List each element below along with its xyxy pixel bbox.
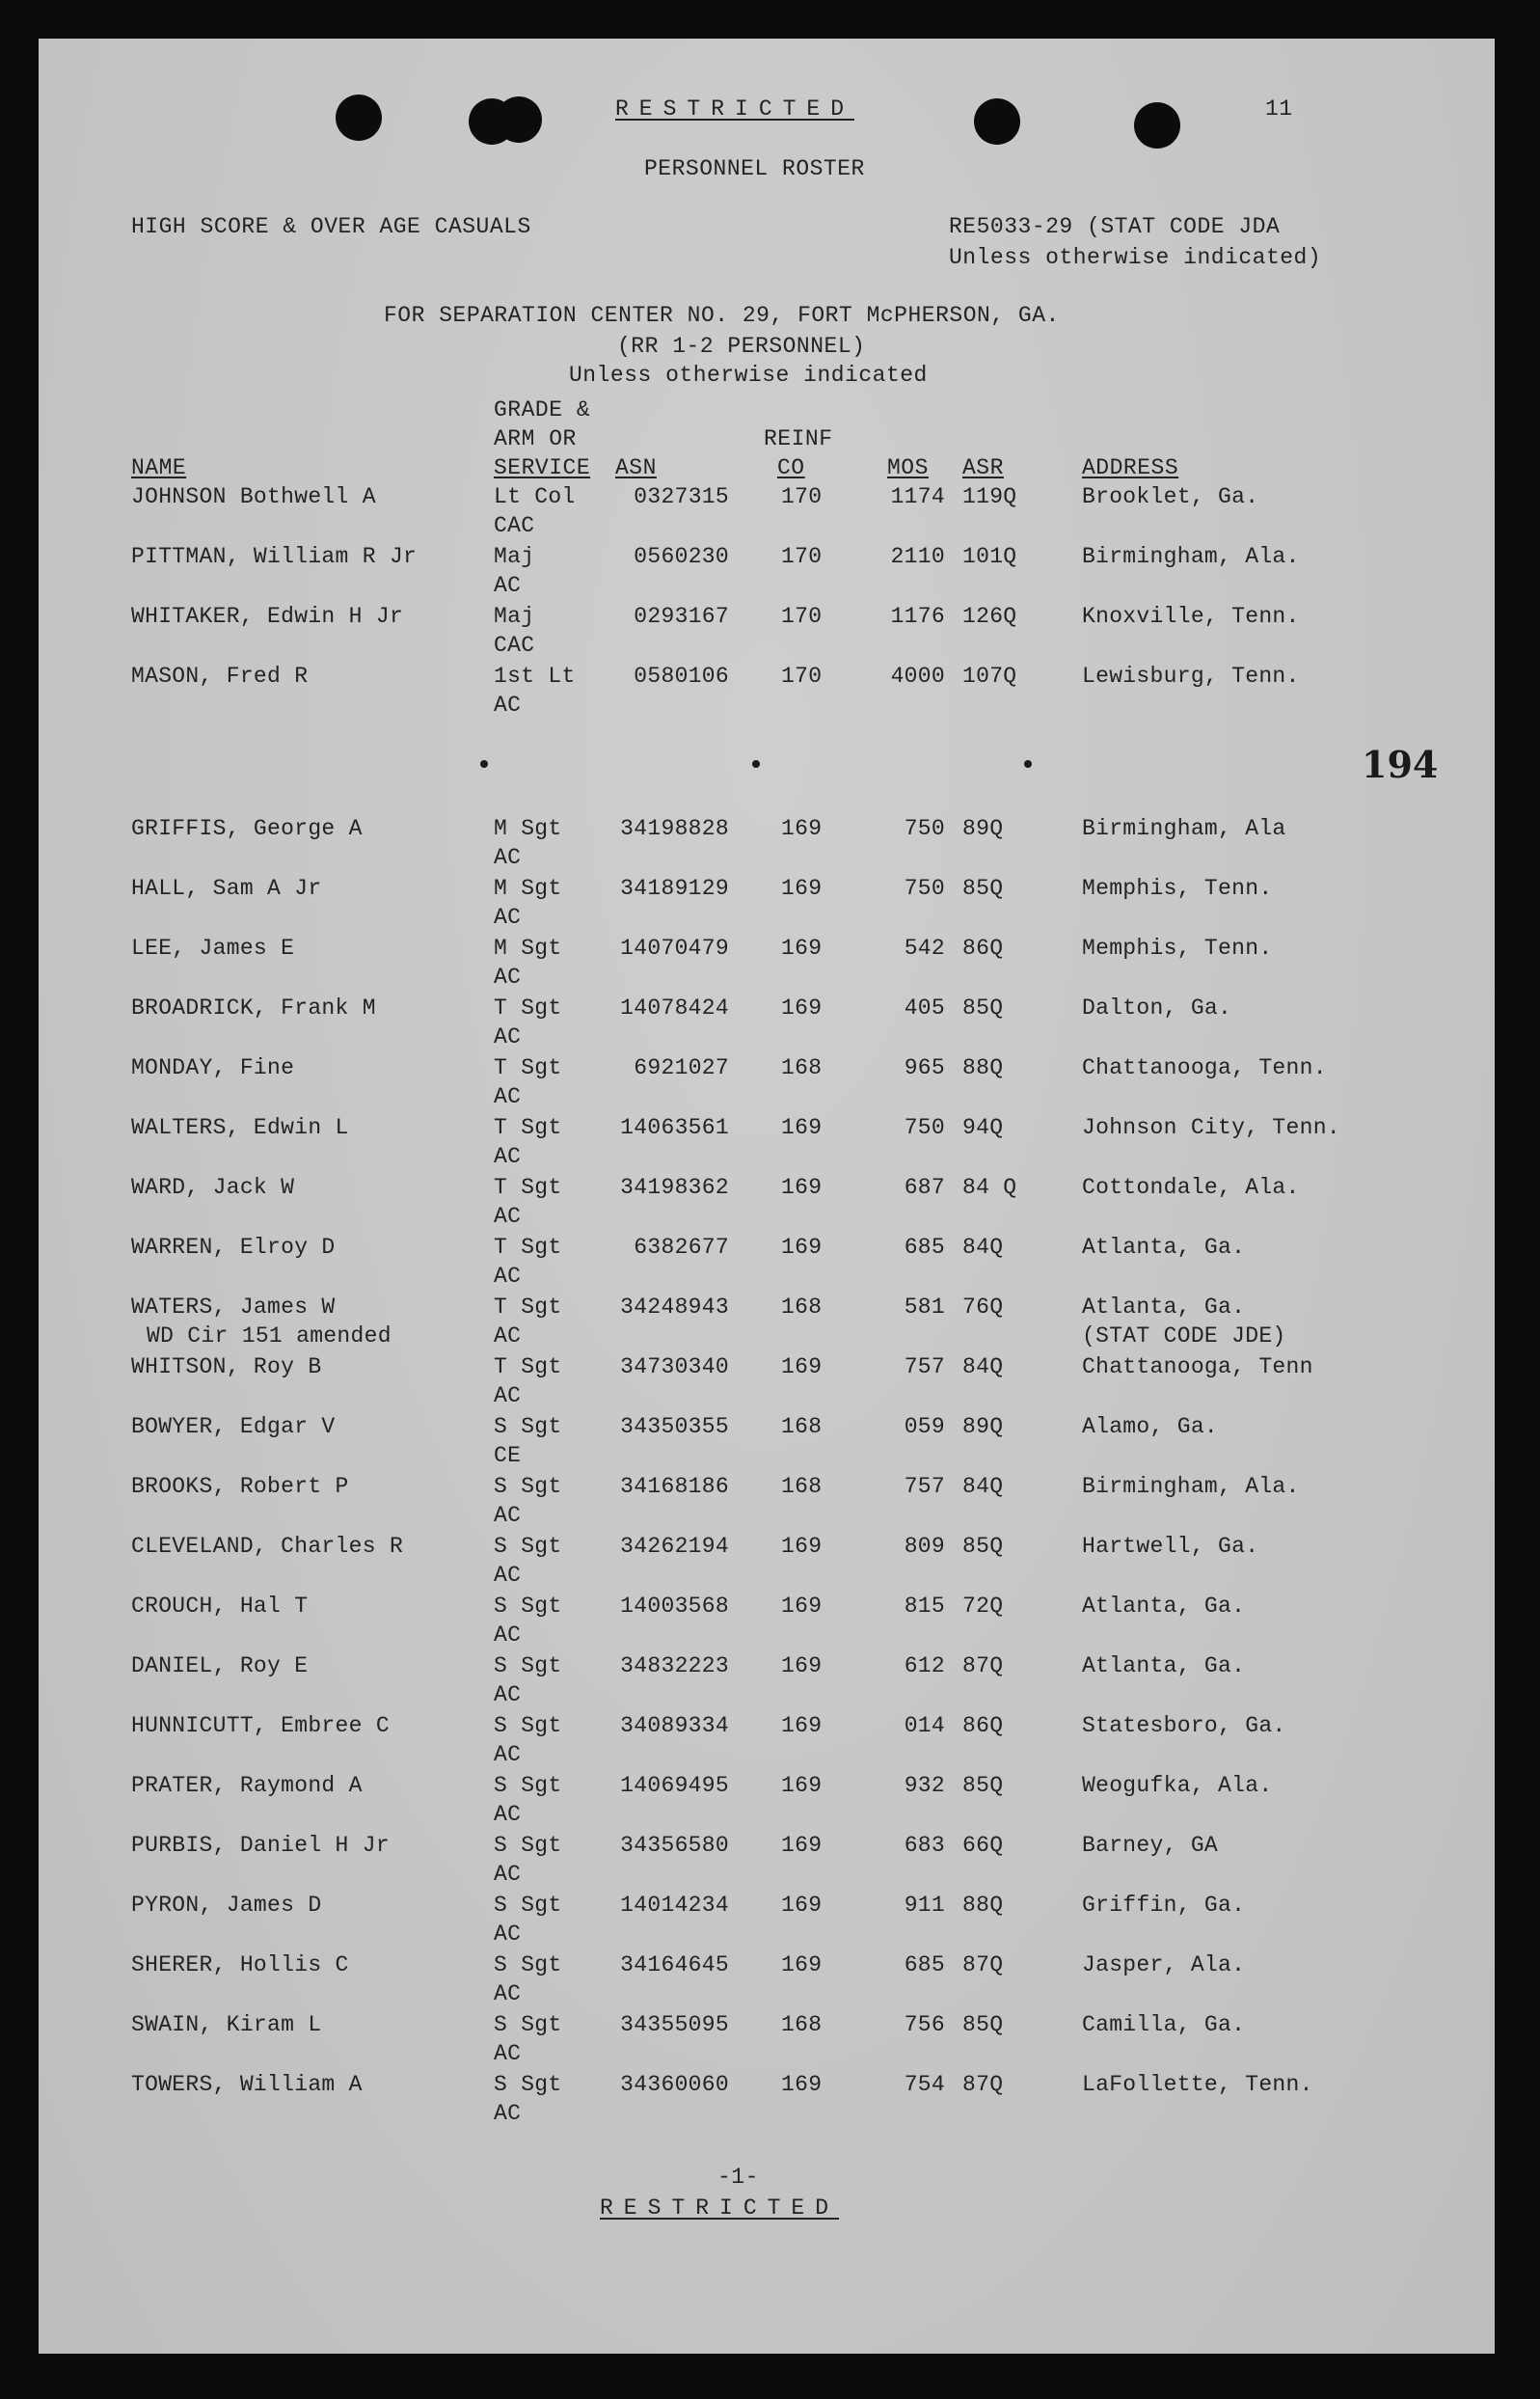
roster-grade: T Sgt — [494, 1295, 562, 1320]
roster-name: SHERER, Hollis C — [131, 1952, 349, 1977]
roster-name: TOWERS, William A — [131, 2072, 363, 2097]
roster-arm-service: AC — [494, 1862, 522, 1887]
roster-asr: 94Q — [962, 1115, 1004, 1140]
roster-mos: 756 — [904, 2012, 945, 2037]
roster-arm-service: AC — [494, 1563, 522, 1588]
roster-asr: 126Q — [962, 604, 1017, 629]
roster-address: Birmingham, Ala — [1082, 816, 1286, 841]
roster-asr: 87Q — [962, 1653, 1004, 1678]
roster-caption: HIGH SCORE & OVER AGE CASUALS — [131, 214, 531, 239]
roster-asr: 88Q — [962, 1055, 1004, 1080]
roster-reinf-co: 170 — [781, 484, 823, 509]
roster-arm-service: AC — [494, 1024, 522, 1050]
separator-asterisk — [752, 760, 760, 768]
roster-address: Statesboro, Ga. — [1082, 1713, 1286, 1738]
roster-name: CROUCH, Hal T — [131, 1594, 309, 1619]
roster-asr: 89Q — [962, 1414, 1004, 1439]
rr-personnel: (RR 1-2 PERSONNEL) — [617, 334, 866, 359]
roster-asr: 88Q — [962, 1893, 1004, 1918]
roster-name: PURBIS, Daniel H Jr — [131, 1833, 390, 1858]
roster-name: MONDAY, Fine — [131, 1055, 295, 1080]
roster-mos: 757 — [904, 1474, 945, 1499]
roster-grade: S Sgt — [494, 1594, 562, 1619]
roster-asr: 87Q — [962, 2072, 1004, 2097]
roster-grade: T Sgt — [494, 1115, 562, 1140]
roster-reinf-co: 169 — [781, 1235, 823, 1260]
roster-name: WHITAKER, Edwin H Jr — [131, 604, 404, 629]
roster-address: Lewisburg, Tenn. — [1082, 664, 1300, 689]
roster-mos: 750 — [904, 876, 945, 901]
roster-reinf-co: 169 — [781, 2072, 823, 2097]
roster-mos: 685 — [904, 1235, 945, 1260]
roster-reinf-co: 168 — [781, 1055, 823, 1080]
roster-mos: 1176 — [890, 604, 945, 629]
roster-name: HUNNICUTT, Embree C — [131, 1713, 390, 1738]
roster-mos: 059 — [904, 1414, 945, 1439]
roster-reinf-co: 169 — [781, 1594, 823, 1619]
roster-asr: 85Q — [962, 2012, 1004, 2037]
roster-grade: S Sgt — [494, 1773, 562, 1798]
roster-address: Griffin, Ga. — [1082, 1893, 1246, 1918]
roster-asr: 107Q — [962, 664, 1017, 689]
roster-mos: 965 — [904, 1055, 945, 1080]
roster-mos: 4000 — [890, 664, 945, 689]
roster-grade: T Sgt — [494, 1175, 562, 1200]
roster-reinf-co: 170 — [781, 664, 823, 689]
roster-address: Hartwell, Ga. — [1082, 1534, 1259, 1559]
roster-asr: 76Q — [962, 1295, 1004, 1320]
roster-reinf-co: 170 — [781, 544, 823, 569]
roster-asr: 85Q — [962, 995, 1004, 1021]
roster-arm-service: CE — [494, 1443, 522, 1468]
roster-grade: M Sgt — [494, 816, 562, 841]
punch-hole — [1134, 102, 1180, 149]
roster-mos: 542 — [904, 936, 945, 961]
roster-grade: S Sgt — [494, 1893, 562, 1918]
roster-name: MASON, Fred R — [131, 664, 309, 689]
roster-mos: 750 — [904, 1115, 945, 1140]
roster-asn: 6921027 — [634, 1055, 729, 1080]
page-number: 11 — [1265, 96, 1293, 122]
punch-hole — [336, 95, 382, 141]
roster-reinf-co: 169 — [781, 1354, 823, 1379]
roster-arm-service: CAC — [494, 513, 535, 538]
roster-grade: S Sgt — [494, 2012, 562, 2037]
roster-asn: 34198362 — [620, 1175, 729, 1200]
roster-name: PYRON, James D — [131, 1893, 322, 1918]
roster-mos: 2110 — [890, 544, 945, 569]
roster-address: Dalton, Ga. — [1082, 995, 1232, 1021]
roster-asn: 14070479 — [620, 936, 729, 961]
roster-reinf-co: 169 — [781, 876, 823, 901]
roster-grade: S Sgt — [494, 1534, 562, 1559]
roster-asn: 34189129 — [620, 876, 729, 901]
roster-name: HALL, Sam A Jr — [131, 876, 322, 901]
roster-name: BOWYER, Edgar V — [131, 1414, 336, 1439]
roster-asr: 84Q — [962, 1474, 1004, 1499]
roster-arm-service: AC — [494, 1264, 522, 1289]
roster-asn: 34730340 — [620, 1354, 729, 1379]
roster-reinf-co: 169 — [781, 1175, 823, 1200]
roster-reinf-co: 169 — [781, 1952, 823, 1977]
roster-grade: 1st Lt — [494, 664, 576, 689]
col-asn: ASN — [615, 455, 657, 480]
roster-grade: S Sgt — [494, 1653, 562, 1678]
col-name: NAME — [131, 455, 187, 480]
roster-address-note: (STAT CODE JDE) — [1082, 1323, 1286, 1349]
roster-name: SWAIN, Kiram L — [131, 2012, 322, 2037]
roster-address: Cottondale, Ala. — [1082, 1175, 1300, 1200]
roster-asn: 34832223 — [620, 1653, 729, 1678]
roster-mos: 815 — [904, 1594, 945, 1619]
roster-asr: 72Q — [962, 1594, 1004, 1619]
roster-grade: T Sgt — [494, 995, 562, 1021]
roster-arm-service: AC — [494, 573, 522, 598]
roster-grade: S Sgt — [494, 1713, 562, 1738]
roster-arm-service: AC — [494, 1922, 522, 1947]
roster-name: PRATER, Raymond A — [131, 1773, 363, 1798]
roster-address: Camilla, Ga. — [1082, 2012, 1246, 2037]
footer-page-number: -1- — [717, 2165, 759, 2190]
roster-mos: 612 — [904, 1653, 945, 1678]
roster-name: BROOKS, Robert P — [131, 1474, 349, 1499]
roster-grade: T Sgt — [494, 1055, 562, 1080]
roster-grade: Maj — [494, 544, 535, 569]
roster-arm-service: AC — [494, 1802, 522, 1827]
col-address: ADDRESS — [1082, 455, 1179, 480]
roster-grade: S Sgt — [494, 1833, 562, 1858]
roster-mos: 581 — [904, 1295, 945, 1320]
order-code: RE5033-29 (STAT CODE JDA — [949, 214, 1281, 239]
separation-center: FOR SEPARATION CENTER NO. 29, FORT McPHERSON, GA. — [384, 303, 1060, 328]
roster-name: WHITSON, Roy B — [131, 1354, 322, 1379]
roster-arm-service: AC — [494, 1144, 522, 1169]
roster-address: Atlanta, Ga. — [1082, 1653, 1246, 1678]
roster-mos: 683 — [904, 1833, 945, 1858]
roster-arm-service: AC — [494, 1981, 522, 2006]
roster-grade: M Sgt — [494, 876, 562, 901]
roster-asr: 84 Q — [962, 1175, 1017, 1200]
roster-asn: 14014234 — [620, 1893, 729, 1918]
roster-name: WARREN, Elroy D — [131, 1235, 336, 1260]
roster-grade: T Sgt — [494, 1354, 562, 1379]
roster-reinf-co: 169 — [781, 816, 823, 841]
roster-asn: 34350355 — [620, 1414, 729, 1439]
roster-asr: 85Q — [962, 1534, 1004, 1559]
roster-asr: 84Q — [962, 1354, 1004, 1379]
roster-address: Brooklet, Ga. — [1082, 484, 1259, 509]
roster-reinf-co: 168 — [781, 1474, 823, 1499]
col-asr: ASR — [962, 455, 1004, 480]
roster-mos: 014 — [904, 1713, 945, 1738]
roster-arm-service: CAC — [494, 633, 535, 658]
roster-reinf-co: 169 — [781, 1115, 823, 1140]
roster-asr: 86Q — [962, 1713, 1004, 1738]
classification-header: RESTRICTED — [615, 96, 855, 122]
roster-reinf-co: 169 — [781, 1653, 823, 1678]
roster-arm-service: AC — [494, 1084, 522, 1109]
col-mos: MOS — [887, 455, 929, 480]
document-title: PERSONNEL ROSTER — [644, 156, 865, 181]
roster-address: Atlanta, Ga. — [1082, 1295, 1246, 1320]
roster-address: Birmingham, Ala. — [1082, 544, 1300, 569]
col-reinf-l2: CO — [777, 455, 805, 480]
roster-address: Atlanta, Ga. — [1082, 1594, 1246, 1619]
roster-name: LEE, James E — [131, 936, 295, 961]
roster-arm-service: AC — [494, 1682, 522, 1707]
stamp-number: 194 — [1362, 743, 1439, 786]
roster-asr: 85Q — [962, 1773, 1004, 1798]
roster-arm-service: AC — [494, 845, 522, 870]
roster-asr: 85Q — [962, 876, 1004, 901]
roster-arm-service: AC — [494, 1323, 522, 1349]
roster-arm-service: AC — [494, 2041, 522, 2066]
roster-mos: 405 — [904, 995, 945, 1021]
roster-arm-service: AC — [494, 905, 522, 930]
roster-asr: 86Q — [962, 936, 1004, 961]
roster-address: Atlanta, Ga. — [1082, 1235, 1246, 1260]
separator-asterisk — [480, 760, 488, 768]
roster-arm-service: AC — [494, 1742, 522, 1767]
roster-asn: 14078424 — [620, 995, 729, 1021]
roster-mos: 757 — [904, 1354, 945, 1379]
roster-grade: S Sgt — [494, 1474, 562, 1499]
roster-asn: 34356580 — [620, 1833, 729, 1858]
roster-asn: 0580106 — [634, 664, 729, 689]
roster-reinf-co: 169 — [781, 1893, 823, 1918]
separator-asterisk — [1024, 760, 1032, 768]
roster-asn: 34168186 — [620, 1474, 729, 1499]
roster-name: PITTMAN, William R Jr — [131, 544, 418, 569]
document-page — [39, 39, 1495, 2354]
roster-reinf-co: 169 — [781, 1833, 823, 1858]
roster-address: Jasper, Ala. — [1082, 1952, 1246, 1977]
roster-asn: 6382677 — [634, 1235, 729, 1260]
roster-name-note: WD Cir 151 amended — [147, 1323, 392, 1349]
roster-address: Knoxville, Tenn. — [1082, 604, 1300, 629]
roster-mos: 911 — [904, 1893, 945, 1918]
roster-asr: 89Q — [962, 816, 1004, 841]
roster-mos: 750 — [904, 816, 945, 841]
roster-grade: T Sgt — [494, 1235, 562, 1260]
roster-name: BROADRICK, Frank M — [131, 995, 376, 1021]
roster-asn: 14063561 — [620, 1115, 729, 1140]
roster-arm-service: AC — [494, 1622, 522, 1648]
roster-address: Barney, GA — [1082, 1833, 1219, 1858]
roster-grade: S Sgt — [494, 1952, 562, 1977]
roster-asr: 87Q — [962, 1952, 1004, 1977]
roster-asn: 34248943 — [620, 1295, 729, 1320]
roster-asn: 0560230 — [634, 544, 729, 569]
punch-hole — [974, 98, 1020, 145]
roster-address: Weogufka, Ala. — [1082, 1773, 1273, 1798]
roster-name: GRIFFIS, George A — [131, 816, 363, 841]
roster-asn: 34355095 — [620, 2012, 729, 2037]
roster-address: Memphis, Tenn. — [1082, 876, 1273, 901]
roster-address: LaFollette, Tenn. — [1082, 2072, 1313, 2097]
roster-arm-service: AC — [494, 965, 522, 990]
roster-address: Johnson City, Tenn. — [1082, 1115, 1340, 1140]
roster-asr: 66Q — [962, 1833, 1004, 1858]
roster-address: Chattanooga, Tenn — [1082, 1354, 1313, 1379]
roster-grade: M Sgt — [494, 936, 562, 961]
roster-reinf-co: 168 — [781, 1414, 823, 1439]
col-grade-l3: SERVICE — [494, 455, 591, 480]
roster-mos: 809 — [904, 1534, 945, 1559]
roster-asn: 14069495 — [620, 1773, 729, 1798]
roster-asn: 14003568 — [620, 1594, 729, 1619]
roster-address: Chattanooga, Tenn. — [1082, 1055, 1327, 1080]
roster-grade: S Sgt — [494, 2072, 562, 2097]
roster-address: Memphis, Tenn. — [1082, 936, 1273, 961]
punch-hole — [496, 96, 542, 143]
roster-reinf-co: 169 — [781, 936, 823, 961]
roster-mos: 687 — [904, 1175, 945, 1200]
roster-reinf-co: 168 — [781, 2012, 823, 2037]
roster-name: WALTERS, Edwin L — [131, 1115, 349, 1140]
roster-mos: 1174 — [890, 484, 945, 509]
roster-name: CLEVELAND, Charles R — [131, 1534, 404, 1559]
roster-address: Birmingham, Ala. — [1082, 1474, 1300, 1499]
roster-reinf-co: 169 — [781, 1713, 823, 1738]
roster-name: WATERS, James W — [131, 1295, 336, 1320]
roster-asn: 34164645 — [620, 1952, 729, 1977]
roster-arm-service: AC — [494, 1204, 522, 1229]
roster-asn: 34262194 — [620, 1534, 729, 1559]
roster-reinf-co: 170 — [781, 604, 823, 629]
roster-asn: 0293167 — [634, 604, 729, 629]
roster-grade: Lt Col — [494, 484, 576, 509]
roster-reinf-co: 169 — [781, 995, 823, 1021]
col-grade-l2: ARM OR — [494, 426, 577, 451]
roster-mos: 685 — [904, 1952, 945, 1977]
order-code-note: Unless otherwise indicated) — [949, 245, 1322, 270]
roster-asn: 34089334 — [620, 1713, 729, 1738]
roster-arm-service: AC — [494, 2101, 522, 2126]
col-grade-l1: GRADE & — [494, 397, 591, 423]
roster-reinf-co: 169 — [781, 1534, 823, 1559]
roster-asn: 34198828 — [620, 816, 729, 841]
roster-asr: 84Q — [962, 1235, 1004, 1260]
roster-name: DANIEL, Roy E — [131, 1653, 309, 1678]
roster-reinf-co: 168 — [781, 1295, 823, 1320]
roster-asr: 119Q — [962, 484, 1017, 509]
roster-arm-service: AC — [494, 1383, 522, 1408]
roster-address: Alamo, Ga. — [1082, 1414, 1219, 1439]
roster-name: WARD, Jack W — [131, 1175, 295, 1200]
roster-mos: 754 — [904, 2072, 945, 2097]
unless-indicated: Unless otherwise indicated — [569, 363, 928, 388]
roster-grade: Maj — [494, 604, 535, 629]
roster-grade: S Sgt — [494, 1414, 562, 1439]
roster-asn: 34360060 — [620, 2072, 729, 2097]
classification-footer: RESTRICTED — [600, 2195, 840, 2221]
col-reinf-l1: REINF — [764, 426, 833, 451]
roster-name: JOHNSON Bothwell A — [131, 484, 376, 509]
roster-mos: 932 — [904, 1773, 945, 1798]
roster-arm-service: AC — [494, 693, 522, 718]
roster-arm-service: AC — [494, 1503, 522, 1528]
roster-reinf-co: 169 — [781, 1773, 823, 1798]
roster-asn: 0327315 — [634, 484, 729, 509]
roster-asr: 101Q — [962, 544, 1017, 569]
